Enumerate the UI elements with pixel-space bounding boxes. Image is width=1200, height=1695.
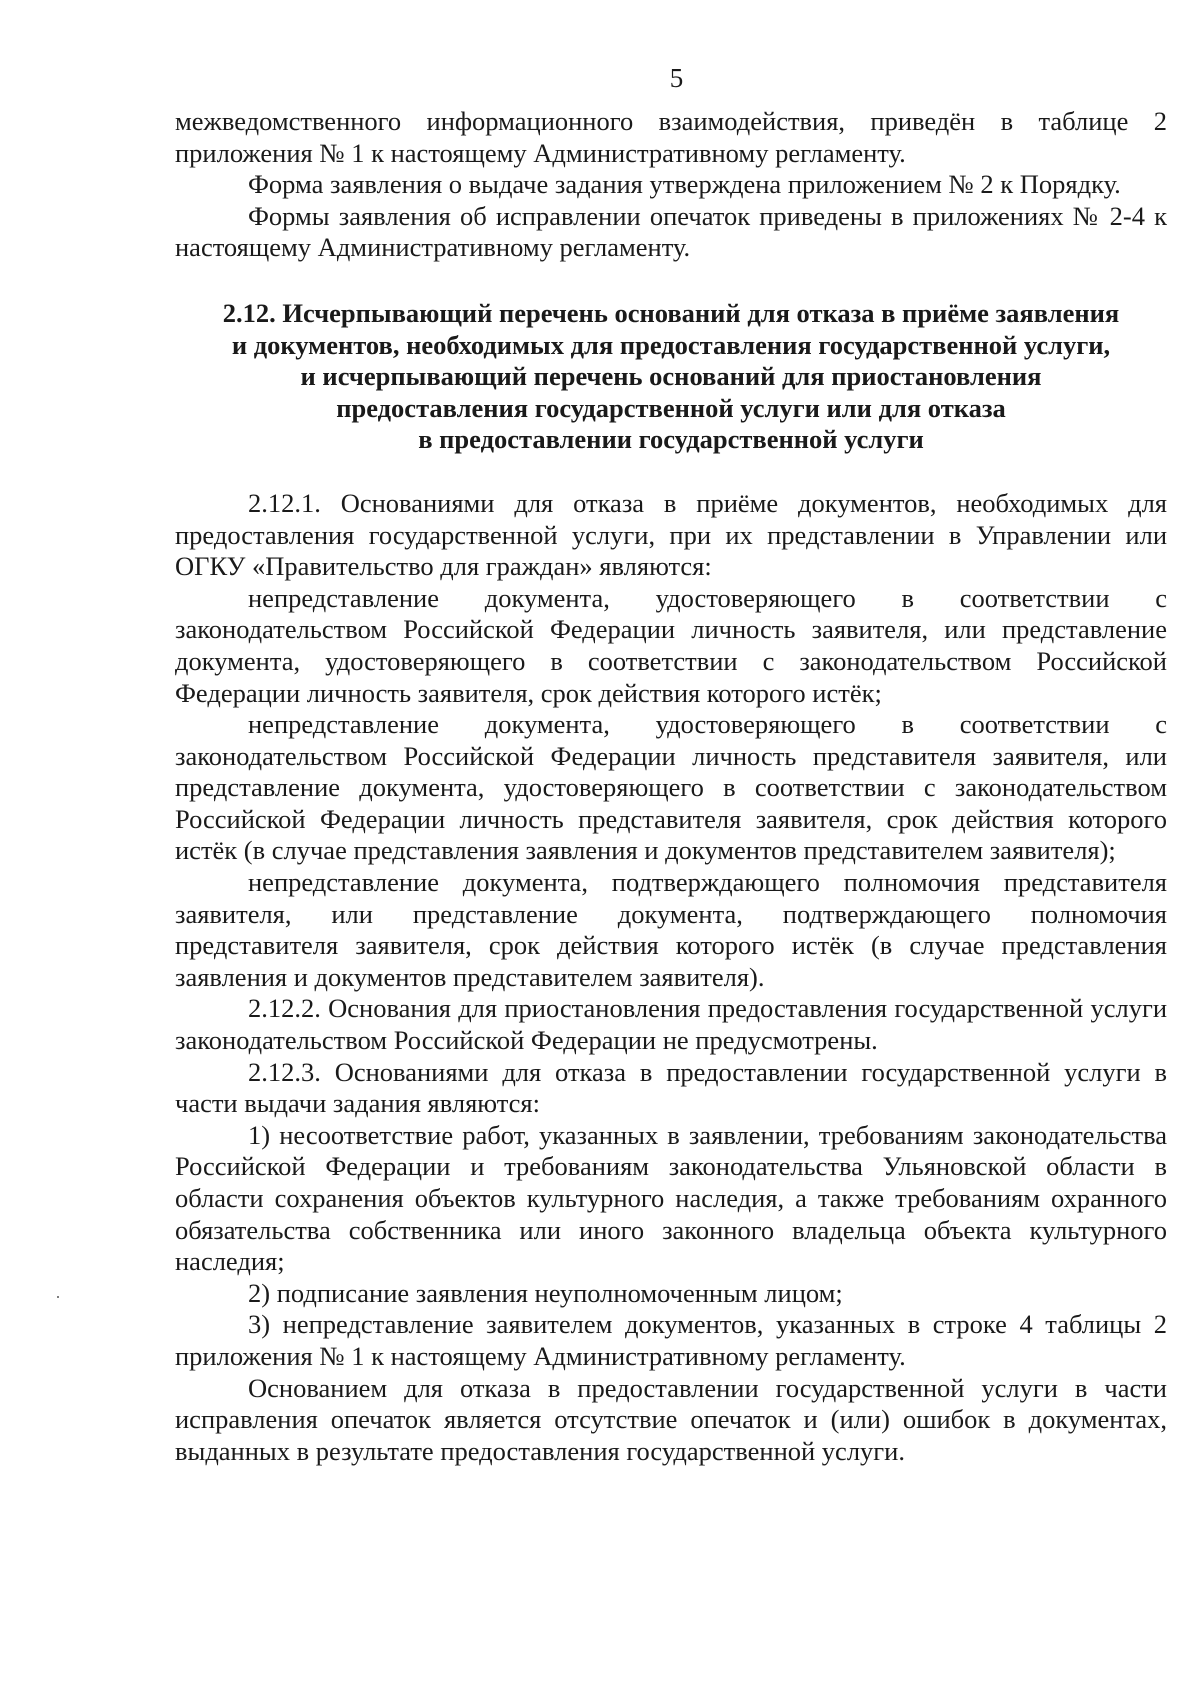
list-item: 2) подписание заявления неуполномоченным лицом; xyxy=(248,1277,843,1308)
document-body xyxy=(175,106,1167,1467)
heading-line: 2.12. Исчерпывающий перечень оснований для отказа в приёме заявления xyxy=(222,297,1120,328)
paragraph: Основанием для отказа в предоставлении государственной услуги в части исправления опечаток является отсутствие опечаток и (или) ошибок в документах, выданных в результате предоставления государственной услуги. xyxy=(175,1372,1167,1466)
paragraph: непредставление документа, удостоверяющего в соответствии с законодательством Российской Федерации личность представителя заявителя, или представление документа, удостоверяющего в соответствии с законодательством Российской Федерации личность представителя заявителя, срок действия которого истёк (в случае представления заявления и документов представителем заявителя); xyxy=(175,709,1167,866)
list-item: 1) несоответствие работ, указанных в заявлении, требованиям законодательства Российской Федерации и требованиям законодательства Ульяновской области в области сохранения объектов культурного наследия, а также требованиям охранного обязательства собственника или иного законного владельца объекта культурного наследия; xyxy=(175,1119,1167,1277)
heading-line: в предоставлении государственной услуги xyxy=(418,424,924,455)
list-item: 3) непредставление заявителем документов, указанных в строке 4 таблицы 2 приложения № 1 к настоящему Административному регламенту. xyxy=(175,1309,1167,1371)
paragraph: 2.12.3. Основаниями для отказа в предоставлении государственной услуги в части выдачи задания являются: xyxy=(175,1056,1167,1119)
paragraph: непредставление документа, удостоверяющего в соответствии с законодательством Российской Федерации личность заявителя, или представление документа, удостоверяющего в соответствии с законодательством Российской Федерации личность заявителя, срок действия которого истёк; xyxy=(175,582,1167,708)
paragraph: 2.12.2. Основания для приостановления предоставления государственной услуги законодательством Российской Федерации не предусмотрены. xyxy=(175,993,1167,1056)
paragraph: 2.12.1. Основаниями для отказа в приёме документов, необходимых для предоставления государственной услуги, при их представлении в Управлении или ОГКУ «Правительство для граждан» являются: xyxy=(175,487,1167,582)
scan-speck xyxy=(57,1296,59,1298)
paragraph: Формы заявления об исправлении опечаток приведены в приложениях № 2-4 к настоящему Административному регламенту. xyxy=(175,200,1167,263)
heading-line: и документов, необходимых для предоставления государственной услуги, xyxy=(231,329,1111,360)
heading-line: и исчерпывающий перечень оснований для приостановления xyxy=(300,361,1042,392)
paragraph: межведомственного информационного взаимодействия, приведён в таблице 2 приложения № 1 к настоящему Административному регламенту. xyxy=(175,106,1167,168)
section-heading xyxy=(175,298,1167,456)
paragraph: Форма заявления о выдаче задания утверждена приложением № 2 к Порядку. xyxy=(248,169,1121,200)
paragraph: непредставление документа, подтверждающего полномочия представителя заявителя, или представление документа, подтверждающего полномочия представителя заявителя, срок действия которого истёк (в случае представления заявления и документов представителем заявителя). xyxy=(175,867,1167,992)
page-number: 5 xyxy=(669,63,684,93)
heading-line: предоставления государственной услуги или для отказа xyxy=(336,392,1006,423)
